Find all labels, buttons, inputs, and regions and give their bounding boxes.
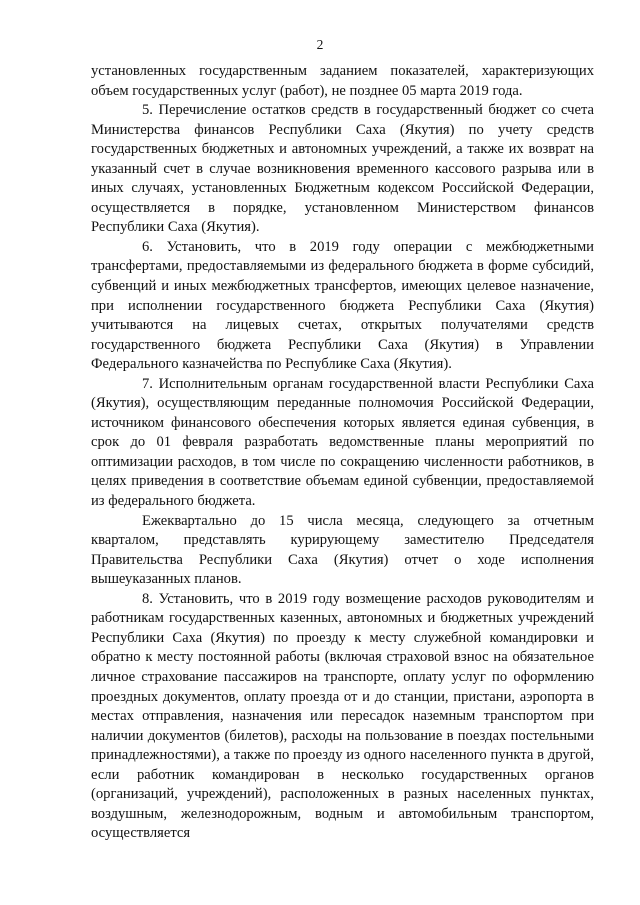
paragraph-continuation: установленных государственным заданием показателей, характеризующих объем государственных услуг (работ), не позднее 05 марта 2019 года. bbox=[91, 63, 594, 99]
page-number: 2 bbox=[316, 37, 324, 52]
paragraph-item-8: 8. Установить, что в 2019 году возмещение расходов руководителям и работникам государственных казенных, автономных и бюджетных учреждений Республики Саха (Якутия) по проезду к месту служебной командировки и обратно к месту постоянной работы (включая страховой взнос на обязательное личное страхование пассажиров на транспорте, оплату услуг по оформлению проездных документов, оплату проезда от и до станции, пристани, аэропорта в местах отправления, назначения или пересадок наземным транспортом при наличии документов (билетов), расходы на пользование в поездах постельными принадлежностями), а также по проезду из одного населенного пункта в другой, если работник командирован в несколько государственных органов (организаций, учреждений), расположенных в разных населенных пунктах, воздушным, железнодорожным, водным и автомобильным транспортом, осуществляется bbox=[91, 590, 594, 842]
paragraph-item-5: 5. Перечисление остатков средств в государственный бюджет со счета Министерства финансов Республики Саха (Якутия) по учету средств государственных бюджетных и автономных учреждений, а также их возврат на указанный счет в случае возникновения временного кассового разрыва или в иных случаях, установленных Бюджетным кодексом Российской Федерации, осуществляется в порядке, установленном Министерством финансов Республики Саха (Якутия). bbox=[91, 102, 594, 236]
paragraph-quarterly-report: Ежеквартально до 15 числа месяца, следующего за отчетным кварталом, представлять курирующему заместителю Председателя Правительства Республики Саха (Якутия) отчет о ходе исполнения вышеуказанных планов. bbox=[91, 512, 594, 588]
paragraph-item-7: 7. Исполнительным органам государственной власти Республики Саха (Якутия), осуществляющим переданные полномочия Российской Федерации, источником финансового обеспечения которых является единая субвенция, в срок до 01 февраля разработать ведомственные планы мероприятий по оптимизации расходов, в том числе по сокращению численности работников, в целях приведения в соответствие объемам единой субвенции, предоставляемой из федерального бюджета. bbox=[91, 375, 594, 510]
paragraph-item-6: 6. Установить, что в 2019 году операции с межбюджетными трансфертами, предоставляемыми из федерального бюджета в форме субсидий, субвенций и иных межбюджетных трансфертов, имеющих целевое назначение, при исполнении государственного бюджета Республики Саха (Якутия) учитываются на лицевых счетах, открытых получателями средств государственного бюджета Республики Саха (Якутия) в Управлении Федерального казначейства по Республике Саха (Якутия). bbox=[91, 238, 594, 373]
document-body bbox=[91, 62, 594, 844]
